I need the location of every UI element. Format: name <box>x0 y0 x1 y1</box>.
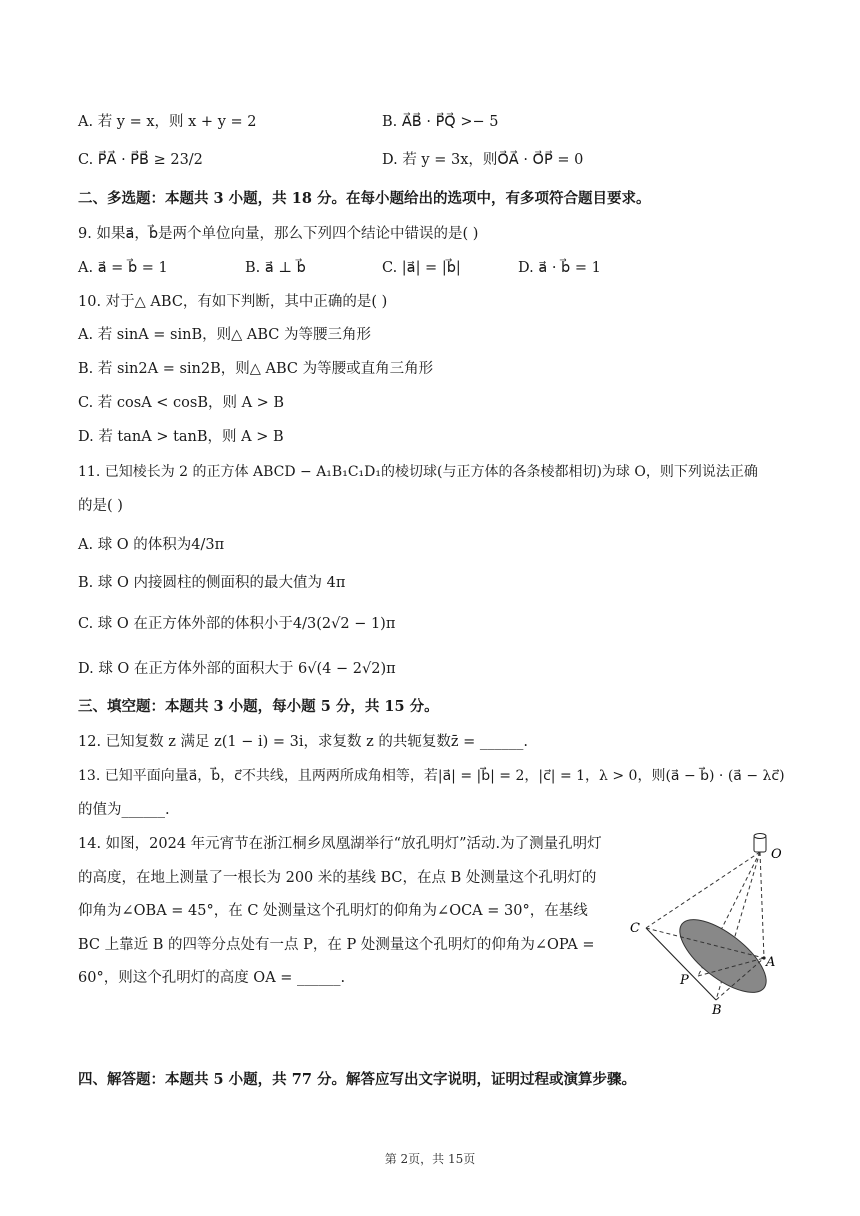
q12: 12. 已知复数 z 满足 z(1 − i) = 3i，求复数 z 的共轭复数z̄ = ______. <box>78 734 529 750</box>
label-a: A <box>766 955 776 970</box>
q10-stem: 10. 对于△ ABC，有如下判断，其中正确的是( ) <box>78 294 388 310</box>
page-footer: 第 2页，共 15页 <box>384 1152 476 1166</box>
q14-figure <box>626 828 786 1018</box>
q11-option-d: D. 球 O 在正方体外部的面积大于 6√(4 − 2√2)π <box>78 661 396 677</box>
q10-option-a: A. 若 sinA = sinB，则△ ABC 为等腰三角形 <box>78 327 371 343</box>
section-2-heading: 二、多选题：本题共 3 小题，共 18 分。在每小题给出的选项中，有多项符合题目要求。 <box>78 190 651 207</box>
q10-option-b: B. 若 sin2A = sin2B，则△ ABC 为等腰或直角三角形 <box>78 361 434 377</box>
q9-option-a: A. a⃗ = b⃗ = 1 <box>78 260 168 276</box>
q11-option-b: B. 球 O 内接圆柱的侧面积的最大值为 4π <box>78 575 346 591</box>
section-4-heading: 四、解答题：本题共 5 小题，共 77 分。解答应写出文字说明，证明过程或演算步骤。 <box>78 1071 636 1088</box>
lake-shape <box>668 907 777 1006</box>
q9-option-d: D. a⃗ · b⃗ = 1 <box>518 260 601 276</box>
q11-stem-line-2: 的是( ) <box>78 498 123 514</box>
q8-option-d: D. 若 y = 3x，则O⃗A⃗ · O⃗P⃗ = 0 <box>382 152 584 168</box>
label-c: C <box>630 921 640 936</box>
label-p: P <box>680 973 689 988</box>
lantern-icon <box>754 834 766 853</box>
q11-stem-line-1: 11. 已知棱长为 2 的正方体 ABCD − A₁B₁C₁D₁的棱切球(与正方体的各条棱都相切)为球 O，则下列说法正确 <box>78 464 758 480</box>
section-3-heading: 三、填空题：本题共 3 小题，每小题 5 分，共 15 分。 <box>78 698 439 715</box>
label-o: O <box>771 847 782 862</box>
q13-line-2: 的值为______. <box>78 802 170 818</box>
label-b: B <box>712 1003 722 1018</box>
q10-option-c: C. 若 cosA < cosB，则 A > B <box>78 395 285 411</box>
q11-option-a: A. 球 O 的体积为4/3π <box>78 537 225 553</box>
q11-option-c: C. 球 O 在正方体外部的体积小于4/3(2√2 − 1)π <box>78 616 396 632</box>
q9-stem: 9. 如果a⃗，b⃗是两个单位向量，那么下列四个结论中错误的是( ) <box>78 226 479 242</box>
q10-option-d: D. 若 tanA > tanB，则 A > B <box>78 429 284 445</box>
q8-option-a: A. 若 y = x，则 x + y = 2 <box>78 114 257 130</box>
q13-line-1: 13. 已知平面向量a⃗，b⃗，c⃗不共线，且两两所成角相等，若|a⃗| = |b⃗| = 2，|c⃗| = 1，λ > 0，则(a⃗ − b⃗) · (a⃗ − λc⃗) <box>78 768 785 784</box>
q8-option-c: C. P⃗A⃗ · P⃗B⃗ ≥ 23/2 <box>78 152 203 168</box>
q8-option-b: B. A⃗B⃗ · P⃗Q⃗ >− 5 <box>382 114 499 130</box>
q14-text: 14. 如图，2024 年元宵节在浙江桐乡凤凰湖举行“放孔明灯”活动.为了测量孔明灯的高度，在地上测量了一根长为 200 米的基线 BC，在点 B 处测量这个孔明灯的仰角为∠OBA = 45°，在 C 处测量这个孔明灯的仰角为∠OCA = 30°，在基线 BC 上靠近 B 的四等分点处有一点 P，在 P 处测量这个孔明灯的仰角为∠OPA = 60°，则这个孔明灯的高度 OA = ______. <box>78 836 602 986</box>
q9-option-c: C. |a⃗| = |b⃗| <box>382 260 461 276</box>
q9-option-b: B. a⃗ ⊥ b⃗ <box>245 260 306 276</box>
